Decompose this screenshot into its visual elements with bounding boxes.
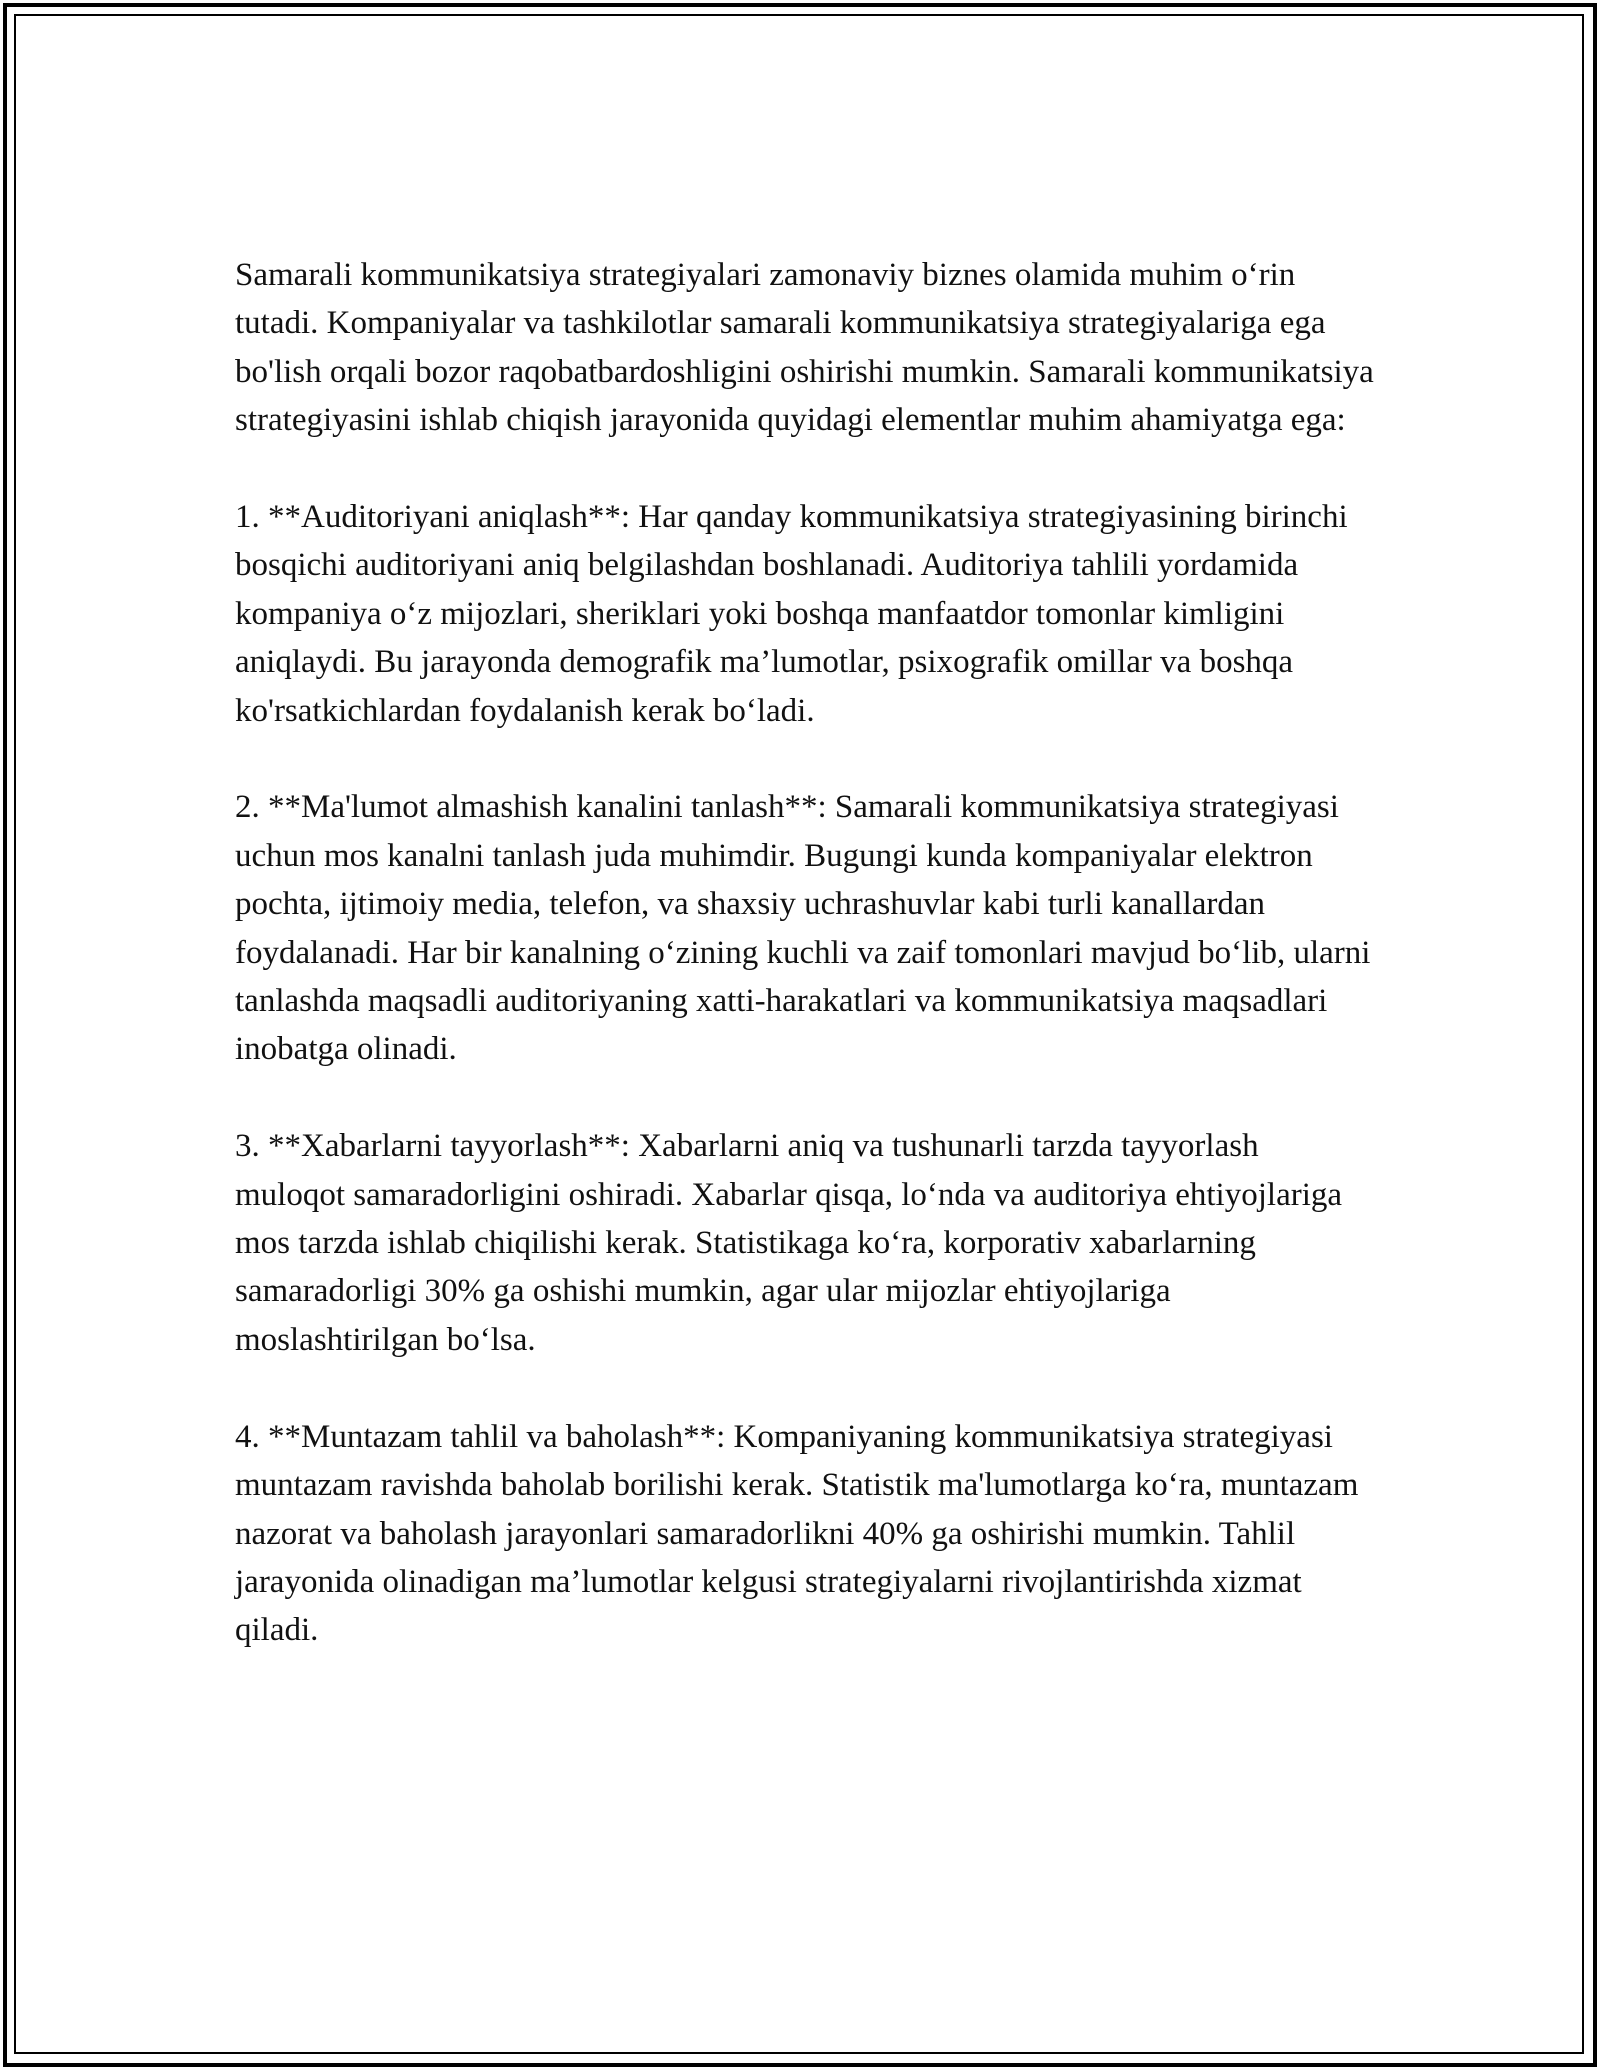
intro-paragraph: Samarali kommunikatsiya strategiyalari zamonaviy biznes olamida muhim o‘rin tutadi. Kompaniyalar va tashkilotlar samarali kommunikatsiya strategiyalariga ega bo'lish orqali bozor raqobatbardoshligini oshirishi mumkin. Samarali kommunikatsiya strategiyasini ishlab chiqish jarayonida quyidagi elementlar muhim ahamiyatga ega:	[235, 257, 1374, 439]
paragraph-channel: 2. **Ma'lumot almashish kanalini tanlash**: Samarali kommunikatsiya strategiyasi uchun mos kanalni tanlash juda muhimdir. Bugungi kunda kompaniyalar elektron pochta, ijtimoiy media, telefon, va shaxsiy uchrashuvlar kabi turli kanallardan foydalanadi. Har bir kanalning o‘zining kuchli va zaif tomonlari mavjud bo‘lib, ularni tanlashda maqsadli auditoriyaning xatti-harakatlari va kommunikatsiya maqsadlari inobatga olinadi.	[235, 789, 1371, 1068]
paragraph-evaluation: 4. **Muntazam tahlil va baholash**: Kompaniyaning kommunikatsiya strategiyasi muntazam ravishda baholab borilishi kerak. Statistik ma'lumotlarga ko‘ra, muntazam nazorat va baholash jarayonlari samaradorlikni 40% ga oshirishi mumkin. Tahlil jarayonida olinadigan ma’lumotlar kelgusi strategiyalarni rivojlantirishda xizmat qiladi.	[235, 1418, 1359, 1649]
paragraph-messages: 3. **Xabarlarni tayyorlash**: Xabarlarni aniq va tushunarli tarzda tayyorlash muloqot samaradorligini oshiradi. Xabarlar qisqa, lo‘nda va auditoriya ehtiyojlariga mos tarzda ishlab chiqilishi kerak. Statistikaga ko‘ra, korporativ xabarlarning samaradorligi 30% ga oshishi mumkin, agar ular mijozlar ehtiyojlariga moslashtirilgan bo‘lsa.	[235, 1128, 1343, 1358]
paragraph-audience: 1. **Auditoriyani aniqlash**: Har qanday kommunikatsiya strategiyasining birinchi bosqichi auditoriyani aniq belgilashdan boshlanadi. Auditoriya tahlili yordamida kompaniya o‘z mijozlari, sheriklari yoki boshqa manfaatdor tomonlar kimligini aniqlaydi. Bu jarayonda demografik ma’lumotlar, psixografik omillar va boshqa ko'rsatkichlardan foydalanish kerak bo‘ladi.	[235, 499, 1348, 729]
document-body	[235, 251, 1375, 1655]
